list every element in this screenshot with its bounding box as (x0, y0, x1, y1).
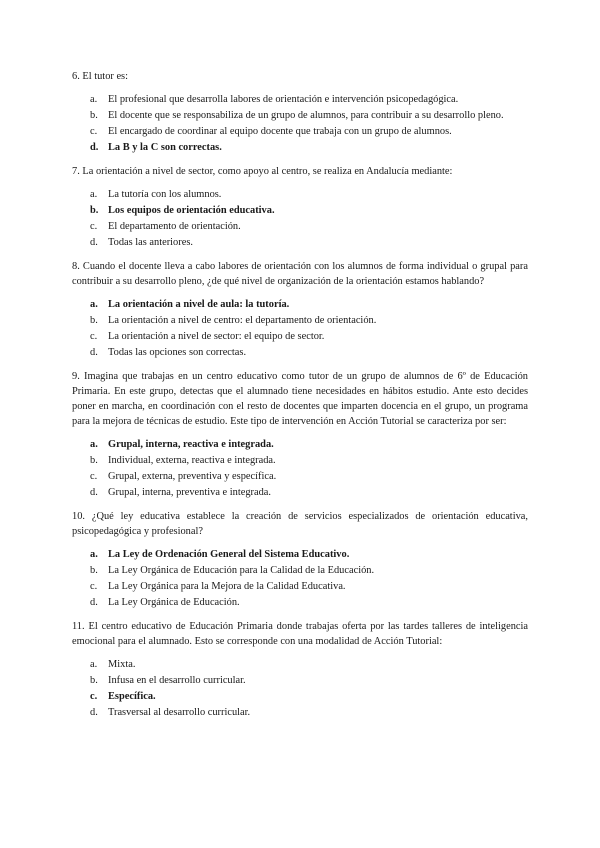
answer-text: El encargado de coordinar al equipo docente que trabaja con un grupo de alumnos. (108, 126, 452, 137)
answer-list (72, 547, 528, 610)
answer-letter: a. (90, 439, 98, 450)
answer-c (72, 469, 528, 484)
answer-letter: c. (90, 331, 98, 342)
answer-a (72, 92, 528, 107)
answer-text: Infusa en el desarrollo curricular. (108, 675, 246, 686)
question-10 (72, 509, 528, 610)
answer-letter: a. (90, 94, 98, 105)
answer-list (72, 187, 528, 250)
answer-letter: c. (90, 691, 98, 702)
answer-a (72, 187, 528, 202)
answer-text: La Ley de Ordenación General del Sistema Educativo. (108, 549, 350, 560)
answer-text: El departamento de orientación. (108, 221, 241, 232)
answer-b (72, 108, 528, 123)
answer-letter: d. (90, 347, 98, 358)
answer-c-correct (72, 689, 528, 704)
answer-letter: a. (90, 549, 98, 560)
answer-d-correct (72, 140, 528, 155)
answer-letter: d. (90, 142, 99, 153)
answer-text: Grupal, externa, preventiva y específica. (108, 471, 277, 482)
answer-letter: d. (90, 707, 98, 718)
question-text: 6. El tutor es: (72, 71, 128, 82)
answer-text: El profesional que desarrolla labores de orientación e intervención psicopedagógica. (108, 94, 459, 105)
answer-text: La Ley Orgánica de Educación. (108, 597, 240, 608)
question-7 (72, 164, 528, 250)
answer-c (72, 219, 528, 234)
answer-letter: b. (90, 565, 98, 576)
answer-text: La orientación a nivel de aula: la tutoría. (108, 299, 290, 310)
answer-a (72, 657, 528, 672)
answer-letter: d. (90, 237, 98, 248)
answer-letter: b. (90, 455, 98, 466)
answer-letter: a. (90, 299, 98, 310)
answer-text: Individual, externa, reactiva e integrada. (108, 455, 276, 466)
answer-text: La tutoría con los alumnos. (108, 189, 222, 200)
answer-list (72, 92, 528, 155)
answer-b-correct (72, 203, 528, 218)
question-6 (72, 69, 528, 155)
answer-text: La orientación a nivel de sector: el equipo de sector. (108, 331, 325, 342)
answer-text: Mixta. (108, 659, 136, 670)
answer-c (72, 329, 528, 344)
question-text: 10. ¿Qué ley educativa establece la creación de servicios especializados de orientación educativa, psicopedagógica y profesional? (72, 511, 528, 537)
answer-text: Los equipos de orientación educativa. (108, 205, 275, 216)
question-text: 11. El centro educativo de Educación Primaria donde trabajas oferta por las tardes talleres de inteligencia emocional para el alumnado. Esto se corresponde con una modalidad de Acción Tutorial: (72, 621, 528, 647)
answer-d (72, 595, 528, 610)
answer-letter: a. (90, 189, 98, 200)
answer-text: Grupal, interna, preventiva e integrada. (108, 487, 272, 498)
answer-text: La orientación a nivel de centro: el departamento de orientación. (108, 315, 377, 326)
answer-letter: a. (90, 659, 98, 670)
answer-d (72, 705, 528, 720)
answer-a-correct (72, 437, 528, 452)
answer-letter: c. (90, 581, 98, 592)
answer-list (72, 297, 528, 360)
answer-list (72, 437, 528, 500)
answer-a-correct (72, 547, 528, 562)
answer-b (72, 453, 528, 468)
answer-letter: b. (90, 205, 99, 216)
answer-text: Específica. (108, 691, 156, 702)
question-text: 7. La orientación a nivel de sector, como apoyo al centro, se realiza en Andalucía mediante: (72, 166, 453, 177)
question-text: 8. Cuando el docente lleva a cabo labores de orientación con los alumnos de forma individual o grupal para contribuir a su desarrollo pleno, ¿de qué nivel de organización de la orientación estamos hablando? (72, 261, 528, 287)
question-8 (72, 259, 528, 360)
answer-c (72, 124, 528, 139)
answer-text: La Ley Orgánica para la Mejora de la Calidad Educativa. (108, 581, 346, 592)
answer-text: Trasversal al desarrollo curricular. (108, 707, 251, 718)
answer-a-correct (72, 297, 528, 312)
answer-b (72, 563, 528, 578)
answer-letter: c. (90, 471, 98, 482)
answer-text: El docente que se responsabiliza de un grupo de alumnos, para contribuir a su desarrollo pleno. (108, 110, 504, 121)
answer-list (72, 657, 528, 720)
question-11 (72, 619, 528, 720)
answer-letter: b. (90, 675, 98, 686)
answer-letter: c. (90, 126, 98, 137)
answer-b (72, 673, 528, 688)
answer-d (72, 235, 528, 250)
answer-text: Todas las opciones son correctas. (108, 347, 247, 358)
answer-letter: b. (90, 110, 98, 121)
question-9 (72, 369, 528, 500)
answer-d (72, 345, 528, 360)
answer-text: Todas las anteriores. (108, 237, 193, 248)
answer-letter: d. (90, 597, 98, 608)
answer-text: La B y la C son correctas. (108, 142, 222, 153)
question-text: 9. Imagina que trabajas en un centro educativo como tutor de un grupo de alumnos de 6º de Educación Primaria. En este grupo, detectas que el alumnado tiene necesidades en hábitos estudio. Ante esto decides poner en marcha, en coordinación con el resto de docentes que imparten docencia en el grupo, un programa para la mejora de técnicas de estudio. Este tipo de intervención en Acción Tutorial se caracteriza por ser: (72, 371, 528, 427)
answer-text: Grupal, interna, reactiva e integrada. (108, 439, 274, 450)
answer-letter: d. (90, 487, 98, 498)
answer-b (72, 313, 528, 328)
answer-letter: b. (90, 315, 98, 326)
answer-d (72, 485, 528, 500)
answer-c (72, 579, 528, 594)
answer-letter: c. (90, 221, 98, 232)
answer-text: La Ley Orgánica de Educación para la Calidad de la Educación. (108, 565, 375, 576)
